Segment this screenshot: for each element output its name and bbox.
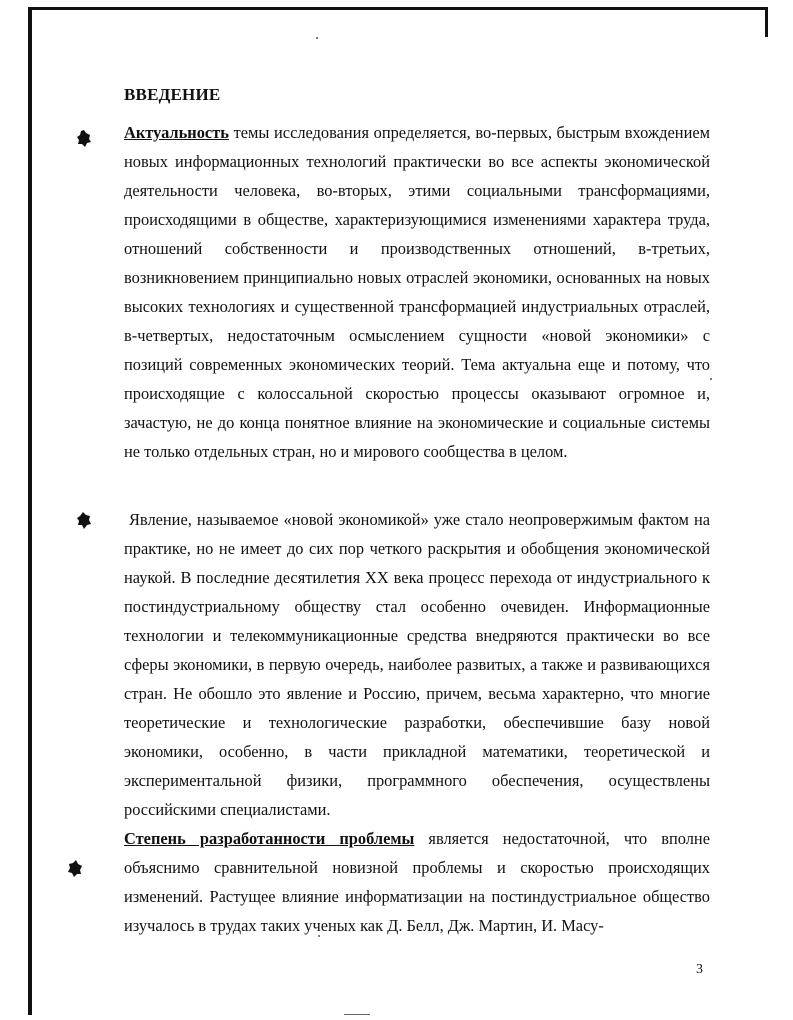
section-heading: ВВЕДЕНИЕ	[124, 85, 221, 104]
ink-blot-icon	[77, 512, 91, 529]
page-number: 3	[696, 962, 703, 977]
scan-frame-left-edge	[28, 7, 32, 1015]
ink-blot-icon	[77, 130, 91, 147]
paragraph-research-degree	[124, 824, 710, 940]
scan-speck	[316, 37, 318, 39]
paragraph-body-new-economy: Явление, называемое «новой экономикой» уже стало неопровержимым фактом на практике, но не имеет до сих пор четкого раскрытия и обобщения экономической наукой. В последние десятилетия XX века процесс перехода от индустриального к постиндустриальному обществу стал особенно очевиден. Информационные технологии и телекоммуникационные средства внедряются практически во все сферы экономики, в первую очередь, наиболее развитых, а также и развивающихся стран. Не обошло это явление и Россию, причем, весьма характерно, что многие теоретические и технологические разработки, обеспечившие базу новой экономики, особенно, в части прикладной математики, теоретической и экспериментальной физики, программного обеспечения, осуществлены российскими специалистами.	[124, 510, 710, 819]
paragraph-lead-relevance: Актуальность	[124, 123, 229, 142]
paragraph-new-economy	[124, 505, 710, 824]
paragraph-body-research-degree: является недостаточной, что вполне объяснимо сравнительной новизной проблемы и скоростью происходящих изменений. Растущее влияние информатизации на постиндустриальное общество изучалось в трудах таких ученых как Д. Белл, Дж. Мартин, И. Масу-	[124, 829, 710, 935]
ink-blot-icon	[68, 860, 82, 877]
paragraph-body-relevance: темы исследования определяется, во-первых, быстрым вхождением новых информационных технологий практически во все аспекты экономической деятельности человека, во-вторых, этими социальными трансформациями, происходящими в обществе, характеризующимися изменениями характера труда, отношений собственности и производственных отношений, в-третьих, возникновением принципиально новых отраслей экономики, основанных на новых высоких технологиях и существенной трансформацией индустриальных отраслей, в-четвертых, недостаточным осмыслением сущности «новой экономики» с позиций современных экономических теорий. Тема актуальна еще и потому, что происходящие с колоссальной скоростью процессы оказывают огромное и, зачастую, не до конца понятное влияние на экономические и социальные системы не только отдельных стран, но и мирового сообщества в целом.	[124, 123, 710, 461]
paragraph-relevance	[124, 118, 710, 466]
scan-speck	[710, 378, 712, 380]
scan-frame-top-edge	[28, 7, 768, 10]
scan-artifact-dash	[344, 1014, 370, 1015]
paragraph-lead-research-degree: Степень разработанности проблемы	[124, 829, 415, 848]
scan-frame-right-edge	[765, 7, 768, 37]
